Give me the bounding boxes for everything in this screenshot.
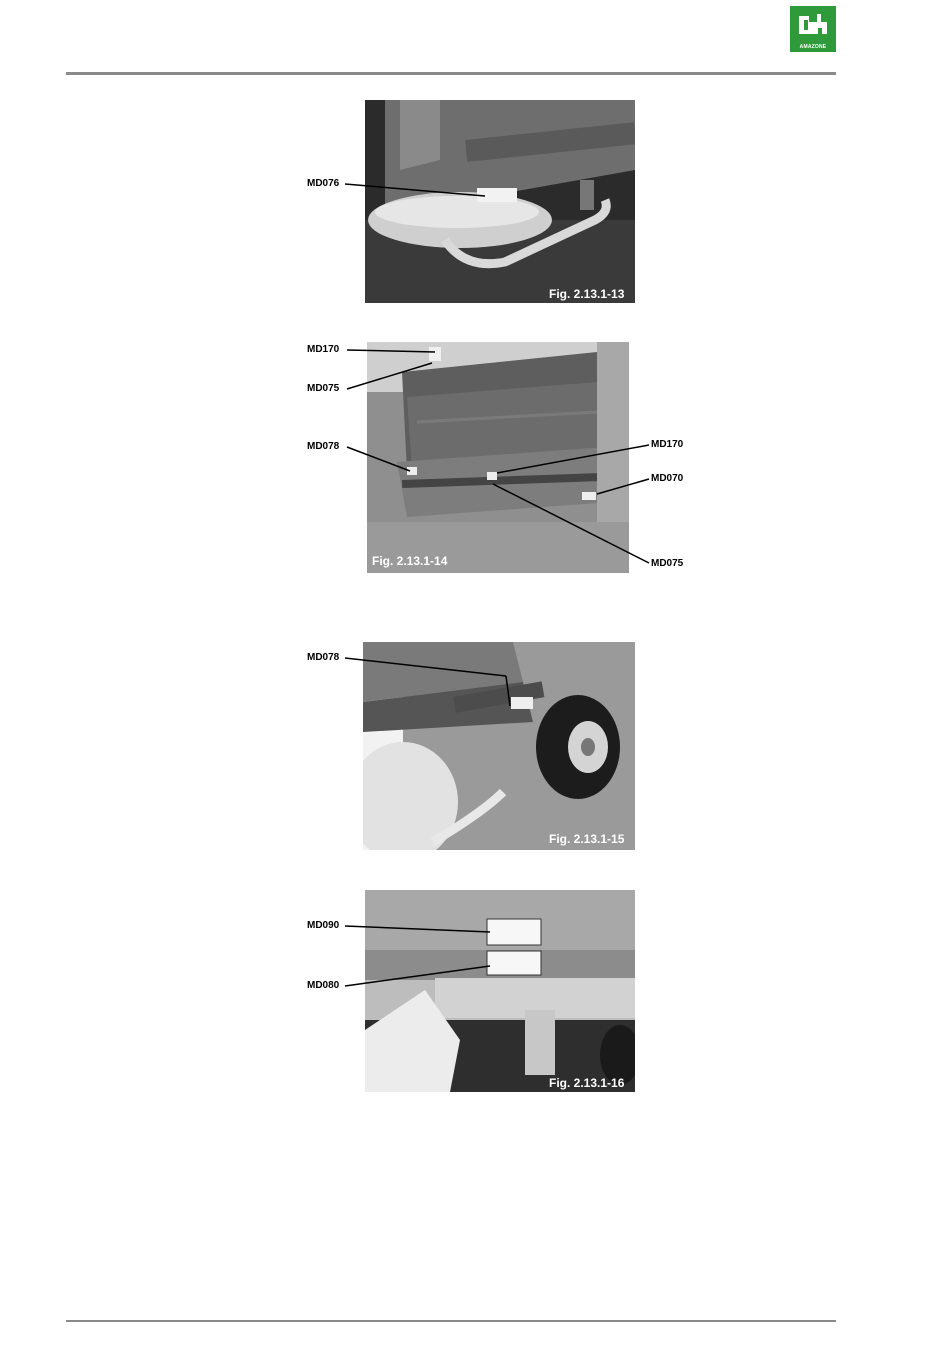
callout-md070-right: MD070 [651, 473, 684, 484]
callout-md080: MD080 [307, 980, 340, 991]
figure-caption-2: Fig. 2.13.1-14 [372, 554, 448, 568]
callout-md090: MD090 [307, 920, 340, 931]
figure-caption-3: Fig. 2.13.1-15 [549, 832, 625, 846]
callout-md170-top: MD170 [307, 344, 340, 355]
callout-md075-bottom: MD075 [651, 558, 684, 569]
logo-wordmark: AMAZONE [799, 44, 827, 50]
callout-md078-left: MD078 [307, 441, 340, 452]
callout-md078: MD078 [307, 652, 340, 663]
callout-md075-top: MD075 [307, 383, 340, 394]
figure-caption-1: Fig. 2.13.1-13 [549, 287, 625, 301]
callout-md076: MD076 [307, 178, 340, 189]
footer-rule [66, 1320, 836, 1322]
figure-caption-4: Fig. 2.13.1-16 [549, 1076, 625, 1090]
callout-md170-right: MD170 [651, 439, 684, 450]
